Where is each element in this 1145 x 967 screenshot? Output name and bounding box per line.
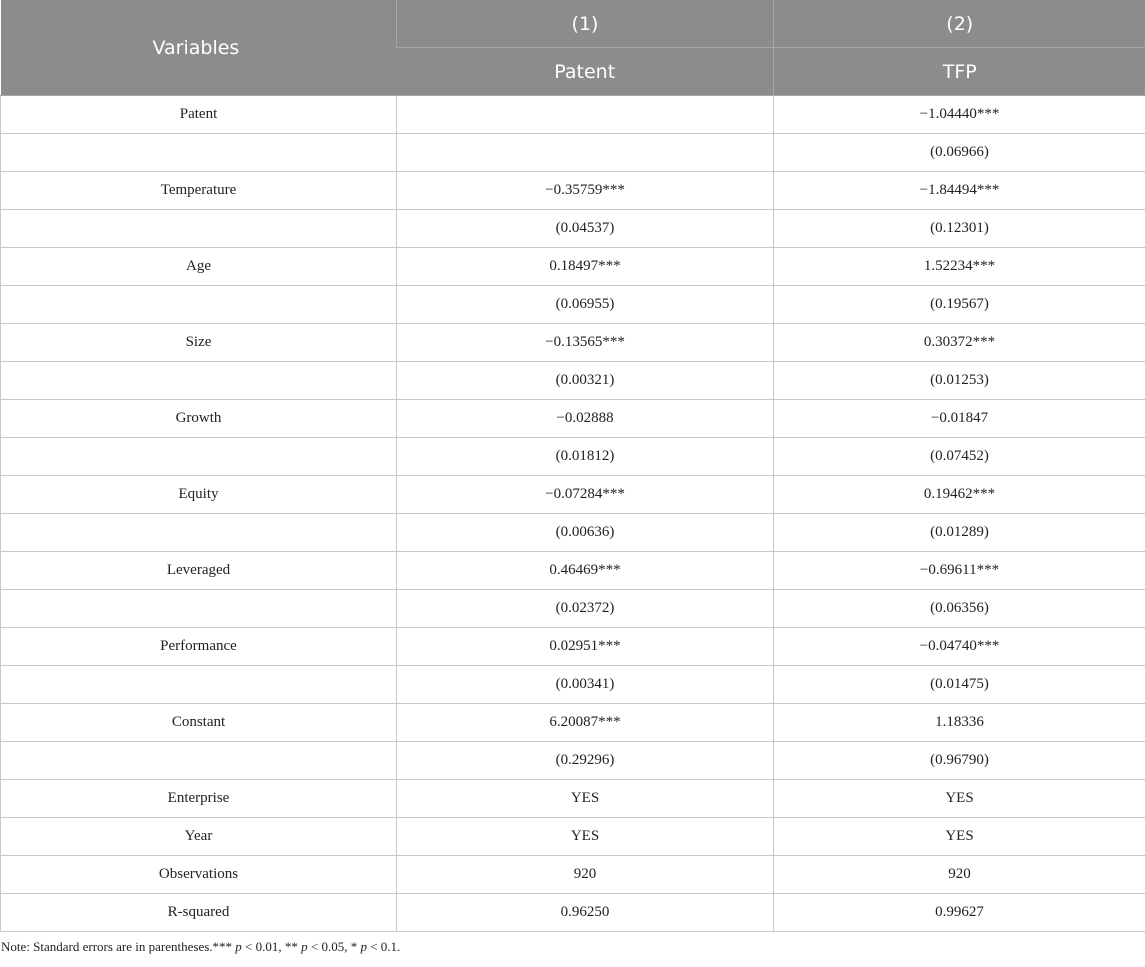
row-label-cell bbox=[1, 134, 397, 172]
table-row bbox=[1, 704, 1145, 742]
variables-header: Variables bbox=[1, 0, 397, 96]
col1-value-cell: −0.13565*** bbox=[397, 324, 774, 362]
col2-value-cell: 0.30372*** bbox=[774, 324, 1145, 362]
col1-value-cell: 0.02951*** bbox=[397, 628, 774, 666]
row-label-cell bbox=[1, 362, 397, 400]
table-row bbox=[1, 476, 1145, 514]
note-p-symbol: p bbox=[360, 939, 367, 954]
table-row bbox=[1, 286, 1145, 324]
table-row bbox=[1, 210, 1145, 248]
col2-value-cell: −1.04440*** bbox=[774, 96, 1145, 134]
col2-value-cell: YES bbox=[774, 780, 1145, 818]
col1-value-cell: 0.96250 bbox=[397, 894, 774, 932]
table-row bbox=[1, 400, 1145, 438]
header-row-1 bbox=[1, 0, 1145, 48]
col2-value-cell: (0.06356) bbox=[774, 590, 1145, 628]
table-row bbox=[1, 172, 1145, 210]
row-label-cell: Size bbox=[1, 324, 397, 362]
row-label-cell: R-squared bbox=[1, 894, 397, 932]
col2-value-cell: 1.18336 bbox=[774, 704, 1145, 742]
table-row bbox=[1, 742, 1145, 780]
col1-value-cell: (0.29296) bbox=[397, 742, 774, 780]
col1-value-cell: YES bbox=[397, 818, 774, 856]
col1-number-header: (1) bbox=[397, 0, 774, 48]
col1-value-cell: −0.02888 bbox=[397, 400, 774, 438]
table-body bbox=[1, 96, 1145, 932]
col1-value-cell bbox=[397, 96, 774, 134]
row-label-cell bbox=[1, 514, 397, 552]
row-label-cell: Temperature bbox=[1, 172, 397, 210]
row-label-cell bbox=[1, 590, 397, 628]
row-label-cell bbox=[1, 286, 397, 324]
table-row bbox=[1, 96, 1145, 134]
row-label-cell bbox=[1, 666, 397, 704]
row-label-cell: Equity bbox=[1, 476, 397, 514]
row-label-cell: Age bbox=[1, 248, 397, 286]
table-row bbox=[1, 590, 1145, 628]
table-row bbox=[1, 362, 1145, 400]
col1-name-header: Patent bbox=[397, 48, 774, 96]
note-threshold-3: < 0.1. bbox=[366, 939, 401, 954]
col1-value-cell: (0.00341) bbox=[397, 666, 774, 704]
col2-value-cell: −1.84494*** bbox=[774, 172, 1145, 210]
table-row bbox=[1, 628, 1145, 666]
col1-value-cell: (0.00636) bbox=[397, 514, 774, 552]
row-label-cell: Constant bbox=[1, 704, 397, 742]
col2-value-cell: 0.19462*** bbox=[774, 476, 1145, 514]
col2-number-header: (2) bbox=[774, 0, 1145, 48]
table-row bbox=[1, 780, 1145, 818]
col2-value-cell: 0.99627 bbox=[774, 894, 1145, 932]
col1-value-cell: 6.20087*** bbox=[397, 704, 774, 742]
row-label-cell: Year bbox=[1, 818, 397, 856]
note-p-symbol: p bbox=[235, 939, 242, 954]
col1-value-cell: −0.07284*** bbox=[397, 476, 774, 514]
row-label-cell bbox=[1, 210, 397, 248]
row-label-cell: Patent bbox=[1, 96, 397, 134]
col2-value-cell: (0.01475) bbox=[774, 666, 1145, 704]
note-threshold-1: < 0.01, ** bbox=[241, 939, 302, 954]
col2-value-cell: YES bbox=[774, 818, 1145, 856]
col1-value-cell: (0.02372) bbox=[397, 590, 774, 628]
col1-value-cell: YES bbox=[397, 780, 774, 818]
col2-value-cell: (0.01253) bbox=[774, 362, 1145, 400]
row-label-cell bbox=[1, 742, 397, 780]
col2-value-cell: −0.01847 bbox=[774, 400, 1145, 438]
col2-value-cell: −0.04740*** bbox=[774, 628, 1145, 666]
col1-value-cell: (0.06955) bbox=[397, 286, 774, 324]
row-label-cell: Observations bbox=[1, 856, 397, 894]
col2-value-cell: (0.06966) bbox=[774, 134, 1145, 172]
col2-value-cell: −0.69611*** bbox=[774, 552, 1145, 590]
table-row bbox=[1, 514, 1145, 552]
row-label-cell: Performance bbox=[1, 628, 397, 666]
table-row bbox=[1, 818, 1145, 856]
col2-value-cell: 1.52234*** bbox=[774, 248, 1145, 286]
table-row bbox=[1, 134, 1145, 172]
col1-value-cell: (0.01812) bbox=[397, 438, 774, 476]
col1-value-cell: 0.18497*** bbox=[397, 248, 774, 286]
col1-value-cell bbox=[397, 134, 774, 172]
col1-value-cell: 920 bbox=[397, 856, 774, 894]
col2-value-cell: (0.12301) bbox=[774, 210, 1145, 248]
col1-value-cell: (0.00321) bbox=[397, 362, 774, 400]
col1-value-cell: (0.04537) bbox=[397, 210, 774, 248]
note-p-symbol: p bbox=[301, 939, 308, 954]
col2-value-cell: (0.19567) bbox=[774, 286, 1145, 324]
table-row bbox=[1, 666, 1145, 704]
col2-value-cell: (0.96790) bbox=[774, 742, 1145, 780]
table-row bbox=[1, 552, 1145, 590]
row-label-cell bbox=[1, 438, 397, 476]
row-label-cell: Leveraged bbox=[1, 552, 397, 590]
col2-value-cell: (0.07452) bbox=[774, 438, 1145, 476]
table-row bbox=[1, 438, 1145, 476]
note-prefix: Note: Standard errors are in parentheses.*** bbox=[1, 939, 236, 954]
col1-value-cell: 0.46469*** bbox=[397, 552, 774, 590]
table-row bbox=[1, 324, 1145, 362]
note-threshold-2: < 0.05, * bbox=[307, 939, 361, 954]
col2-name-header: TFP bbox=[774, 48, 1145, 96]
table-row bbox=[1, 894, 1145, 932]
row-label-cell: Growth bbox=[1, 400, 397, 438]
table-note bbox=[0, 939, 1145, 955]
col2-value-cell: 920 bbox=[774, 856, 1145, 894]
table-row bbox=[1, 856, 1145, 894]
col2-value-cell: (0.01289) bbox=[774, 514, 1145, 552]
table-row bbox=[1, 248, 1145, 286]
col1-value-cell: −0.35759*** bbox=[397, 172, 774, 210]
row-label-cell: Enterprise bbox=[1, 780, 397, 818]
